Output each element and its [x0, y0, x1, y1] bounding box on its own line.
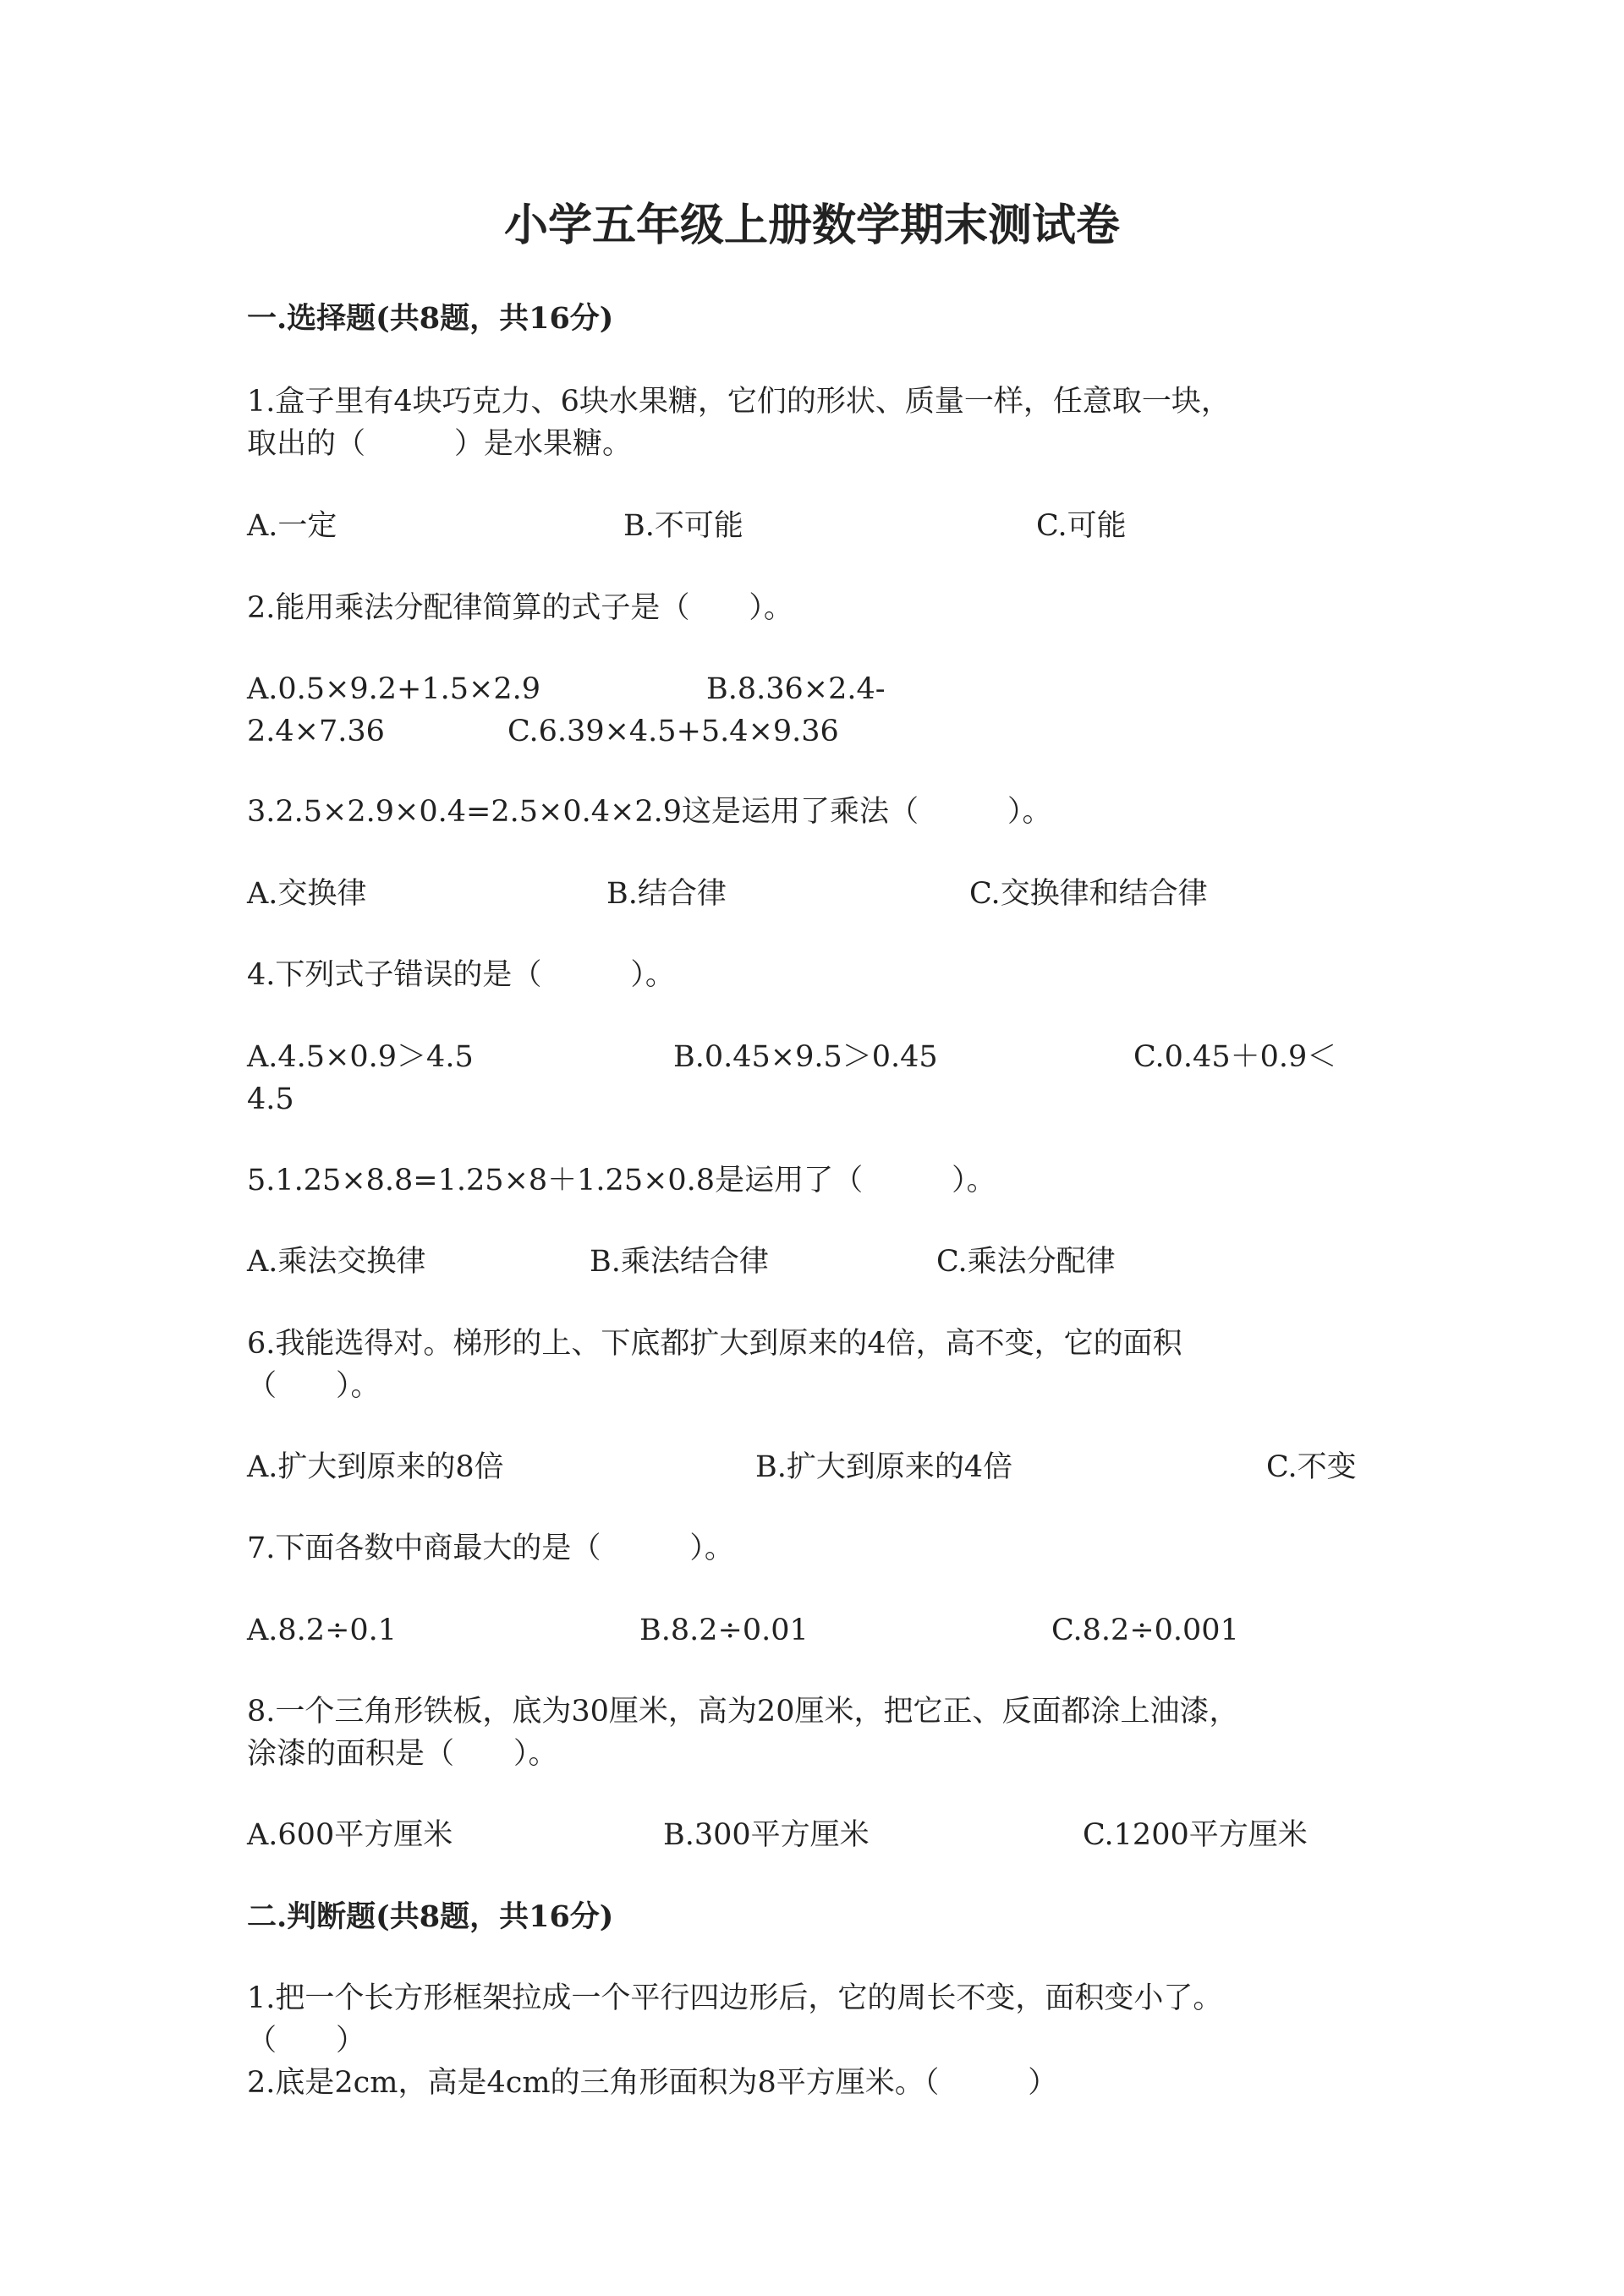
question-4-option-c-cont: 4.5	[247, 1082, 294, 1116]
question-8-option-a: A.600平方厘米	[247, 1818, 453, 1852]
question-1-option-c: C.可能	[1036, 509, 1127, 543]
question-7-option-b: B.8.2÷0.01	[639, 1614, 809, 1647]
question-3-option-a: A.交换律	[247, 877, 367, 911]
question-3-text: 3.2.5×2.9×0.4=2.5×0.4×2.9这是运用了乘法（ ）。	[247, 795, 1052, 829]
question-5-text: 5.1.25×8.8=1.25×8＋1.25×0.8是运用了（ ）。	[247, 1164, 996, 1197]
section-heading-choice: 一.选择题(共8题，共16分)	[247, 301, 614, 336]
question-5-option-c: C.乘法分配律	[936, 1245, 1116, 1279]
question-7-text: 7.下面各数中商最大的是（ ）。	[247, 1532, 734, 1565]
question-1-option-a: A.一定	[247, 509, 337, 543]
question-8-text-cont: 涂漆的面积是（ ）。	[247, 1737, 558, 1771]
judgment-1-text: 1.把一个长方形框架拉成一个平行四边形后，它的周长不变，面积变小了。	[247, 1981, 1223, 2015]
question-6-text: 6.我能选得对。梯形的上、下底都扩大到原来的4倍，高不变，它的面积	[247, 1327, 1182, 1361]
question-7-option-c: C.8.2÷0.001	[1051, 1614, 1239, 1647]
question-5-option-b: B.乘法结合律	[590, 1245, 769, 1279]
question-4-option-a: A.4.5×0.9＞4.5	[247, 1040, 474, 1074]
judgment-2-text: 2.底是2cm，高是4cm的三角形面积为8平方厘米。（ ）	[247, 2066, 1058, 2100]
question-6-option-a: A.扩大到原来的8倍	[247, 1450, 504, 1484]
question-1-text-cont: 取出的（ ）是水果糖。	[247, 427, 633, 461]
section-heading-judgment: 二.判断题(共8题，共16分)	[247, 1899, 614, 1934]
question-6-option-b: B.扩大到原来的4倍	[755, 1450, 1013, 1484]
question-3-option-c: C.交换律和结合律	[969, 877, 1208, 911]
question-8-option-b: B.300平方厘米	[663, 1818, 870, 1852]
question-2-option-b-cont: 2.4×7.36	[247, 715, 385, 748]
question-2-option-a: A.0.5×9.2+1.5×2.9	[247, 672, 541, 706]
page-title: 小学五年级上册数学期末测试卷	[503, 200, 1120, 251]
question-8-option-c: C.1200平方厘米	[1083, 1818, 1308, 1852]
question-4-option-b: B.0.45×9.5＞0.45	[673, 1040, 938, 1074]
question-1-option-b: B.不可能	[623, 509, 743, 543]
question-2-text: 2.能用乘法分配律简算的式子是（ ）。	[247, 591, 793, 625]
question-4-text: 4.下列式子错误的是（ ）。	[247, 958, 675, 992]
question-4-option-c: C.0.45＋0.9＜	[1133, 1040, 1337, 1074]
judgment-1-text-cont: （ ）	[247, 2024, 366, 2058]
question-2-option-c: C.6.39×4.5+5.4×9.36	[508, 715, 839, 748]
question-1-text: 1.盒子里有4块巧克力、6块水果糖，它们的形状、质量一样，任意取一块，	[247, 385, 1231, 419]
question-3-option-b: B.结合律	[606, 877, 727, 911]
question-7-option-a: A.8.2÷0.1	[247, 1614, 398, 1647]
question-2-option-b: B.8.36×2.4-	[706, 672, 886, 706]
question-5-option-a: A.乘法交换律	[247, 1245, 426, 1279]
question-6-text-cont: （ ）。	[247, 1369, 381, 1403]
question-6-option-c: C.不变	[1266, 1450, 1357, 1484]
question-8-text: 8.一个三角形铁板，底为30厘米，高为20厘米，把它正、反面都涂上油漆，	[247, 1695, 1239, 1729]
